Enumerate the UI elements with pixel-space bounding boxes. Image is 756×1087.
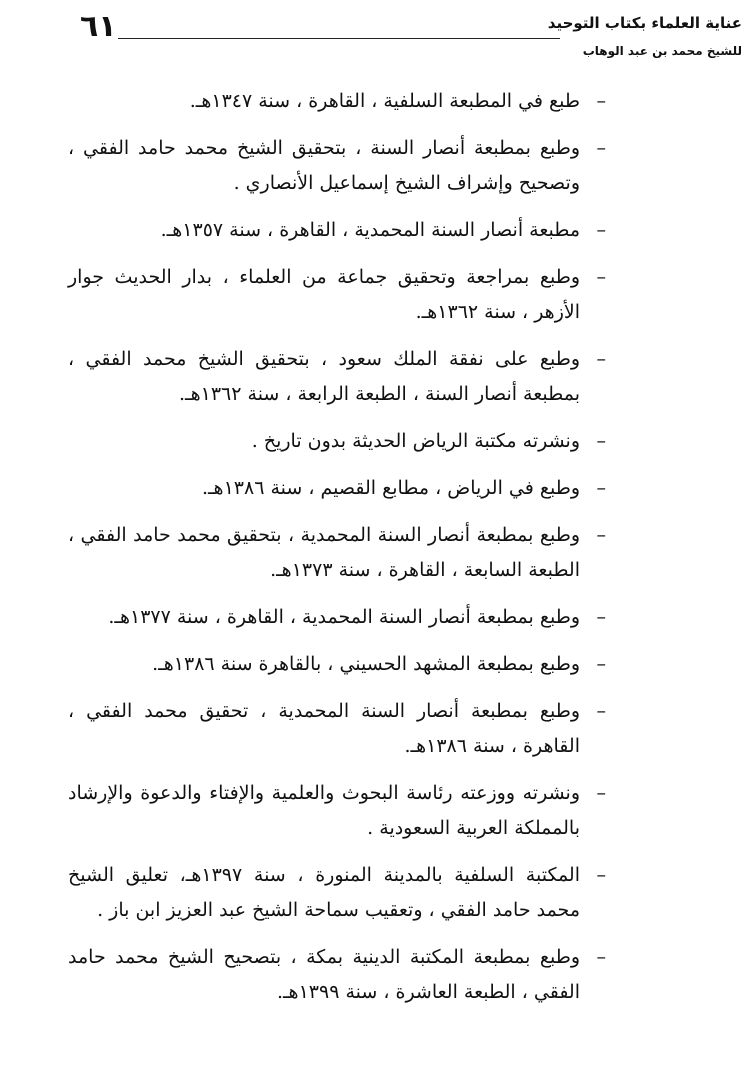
list-item-text: وطبع على نفقة الملك سعود ، بتحقيق الشيخ محمد الفقي ، بمطبعة أنصار السنة ، الطبعة الرابعة ، سنة ١٣٦٢هـ. <box>68 348 580 405</box>
list-item-text: وطبع بمطبعة أنصار السنة المحمدية ، بتحقيق محمد حامد الفقي ، الطبعة السابعة ، القاهرة ، سنة ١٣٧٣هـ. <box>68 524 580 581</box>
list-dash: – <box>596 524 606 546</box>
list-item-text: وطبع في الرياض ، مطابع القصيم ، سنة ١٣٨٦هـ. <box>201 477 580 499</box>
list-dash: – <box>596 864 606 886</box>
list-item <box>68 260 606 330</box>
list-dash: – <box>596 348 606 370</box>
running-subtitle: للشيخ محمد بن عبد الوهاب <box>582 44 742 58</box>
list-item-text: ونشرته ووزعته رئاسة البحوث والعلمية والإفتاء والدعوة والإرشاد بالمملكة العربية السعودية . <box>68 782 580 839</box>
list-dash: – <box>596 477 606 499</box>
list-item-text: طبع في المطبعة السلفية ، القاهرة ، سنة ١٣٤٧هـ. <box>189 90 580 112</box>
list-dash: – <box>596 946 606 968</box>
list-item-text: وطبع بمطبعة أنصار السنة المحمدية ، القاهرة ، سنة ١٣٧٧هـ. <box>108 606 580 628</box>
list-dash: – <box>596 606 606 628</box>
list-dash: – <box>596 219 606 241</box>
list-item <box>68 424 606 459</box>
list-item-text: وطبع بمراجعة وتحقيق جماعة من العلماء ، بدار الحديث جوار الأزهر ، سنة ١٣٦٢هـ. <box>68 266 580 323</box>
list-item <box>68 600 606 635</box>
header-rule <box>118 38 560 39</box>
list-item <box>68 694 606 764</box>
list-item <box>68 518 606 588</box>
list-item <box>68 131 606 201</box>
list-item-text: وطبع بمطبعة أنصار السنة ، بتحقيق الشيخ محمد حامد الفقي ، وتصحيح وإشراف الشيخ إسماعيل الأنصاري . <box>68 137 580 194</box>
list-item <box>68 471 606 506</box>
list-item <box>68 84 606 119</box>
page-header <box>0 0 756 80</box>
list-dash: – <box>596 430 606 452</box>
list-dash: – <box>596 90 606 112</box>
list-item-text: وطبع بمطبعة أنصار السنة المحمدية ، تحقيق محمد الفقي ، القاهرة ، سنة ١٣٨٦هـ. <box>68 700 581 757</box>
list-item <box>68 213 606 248</box>
list-item <box>68 342 606 412</box>
list-dash: – <box>596 266 606 288</box>
list-item <box>68 776 606 846</box>
list-item-text: المكتبة السلفية بالمدينة المنورة ، سنة ١٣٩٧هـ، تعليق الشيخ محمد حامد الفقي ، وتعقيب سماحة الشيخ عبد العزيز ابن باز . <box>68 864 580 921</box>
list-item-text: وطبع بمطبعة المشهد الحسيني ، بالقاهرة سنة ١٣٨٦هـ. <box>152 653 580 675</box>
list-dash: – <box>596 653 606 675</box>
page-body <box>68 84 606 1022</box>
list-item <box>68 858 606 928</box>
list-dash: – <box>596 782 606 804</box>
list-item <box>68 647 606 682</box>
list-dash: – <box>596 137 606 159</box>
page-number: ٦١ <box>80 9 117 44</box>
list-dash: – <box>596 700 606 722</box>
running-title: عناية العلماء بكتاب التوحيد <box>547 14 742 32</box>
list-item-text: وطبع بمطبعة المكتبة الدينية بمكة ، بتصحيح الشيخ محمد حامد الفقي ، الطبعة العاشرة ، سنة ١٣٩٩هـ. <box>68 946 580 1003</box>
list-item-text: مطبعة أنصار السنة المحمدية ، القاهرة ، سنة ١٣٥٧هـ. <box>160 219 580 241</box>
list-item <box>68 940 606 1010</box>
list-item-text: ونشرته مكتبة الرياض الحديثة بدون تاريخ . <box>251 430 580 452</box>
